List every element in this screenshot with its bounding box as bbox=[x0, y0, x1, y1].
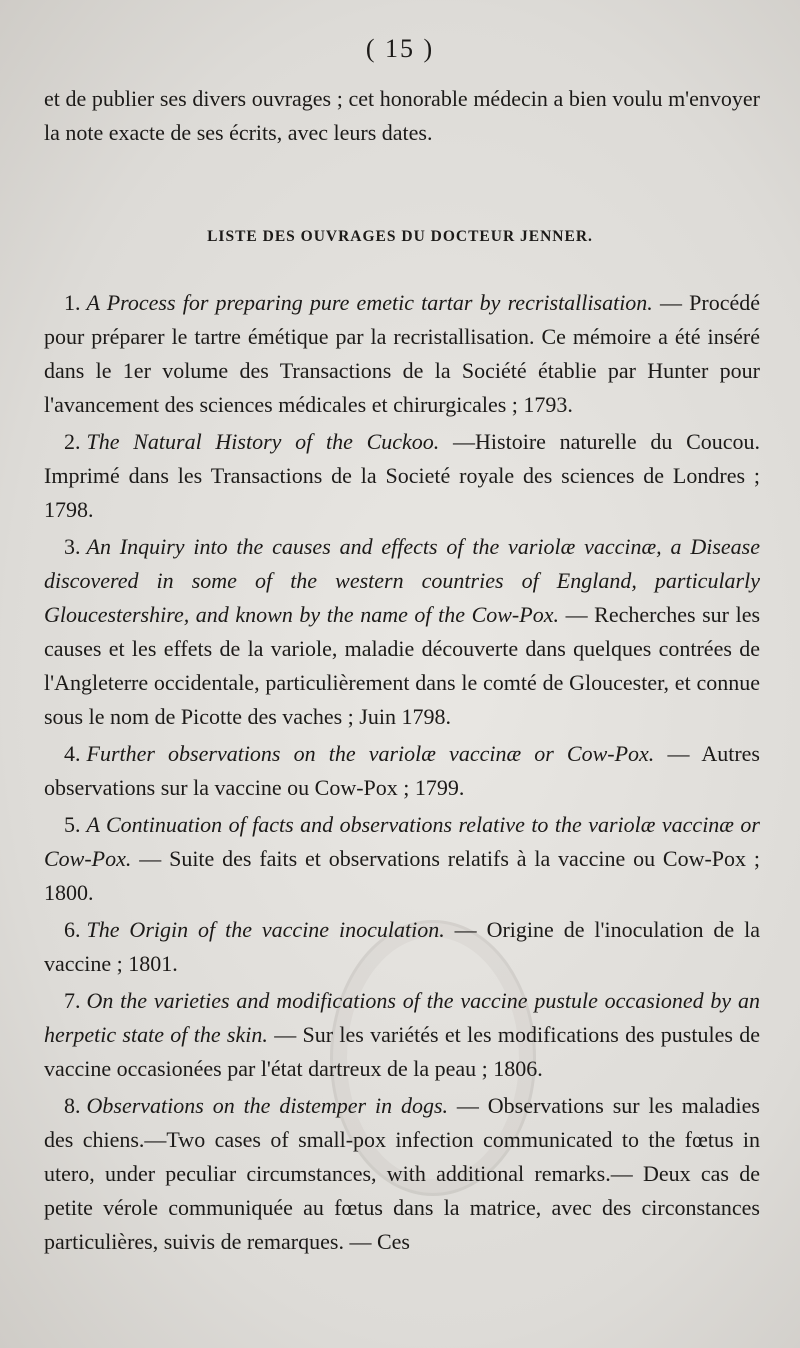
work-entry bbox=[44, 984, 760, 1086]
section-heading: LISTE DES OUVRAGES DU DOCTEUR JENNER. bbox=[207, 228, 593, 245]
entry-number: 6. bbox=[64, 917, 81, 942]
page-number: ( 15 ) bbox=[365, 34, 435, 63]
entry-number: 5. bbox=[64, 812, 81, 837]
english-title: The Origin of the vaccine inoculation. bbox=[86, 917, 445, 942]
french-description: — Procédé pour préparer le tartre émétique par la recristallisation. Ce mémoire a été inséré dans le 1er volume des Transactions de la Société établie par Hunter pour l'avancement des sciences médicales et chirurgicales ; 1793. bbox=[44, 290, 761, 417]
work-entry bbox=[44, 808, 760, 910]
french-description: — Origine de l'inoculation de la vaccine ; 1801. bbox=[44, 917, 760, 976]
french-description: — Observations sur les maladies des chiens.—Two cases of small-pox infection communicated to the fœtus in utero, under peculiar circumstances, with additional remarks.— Deux cas de petite vérole communiquée au fœtus dans la matrice, avec des circonstances particulières, suivis de remarques. — Ces bbox=[44, 1093, 760, 1254]
english-title: The Natural History of the Cuckoo. bbox=[86, 429, 440, 454]
english-title: Further observations on the variolæ vaccinæ or Cow-Pox. bbox=[86, 741, 655, 766]
intro-text: et de publier ses divers ouvrages ; cet honorable médecin a bien voulu m'envoyer la note exacte de ses écrits, avec leurs dates. bbox=[44, 86, 760, 145]
english-title: A Process for preparing pure emetic tartar by recristallisation. bbox=[86, 290, 653, 315]
work-entry bbox=[44, 1089, 760, 1259]
work-entry bbox=[44, 425, 760, 527]
work-entry bbox=[44, 913, 760, 981]
entry-number: 8. bbox=[64, 1093, 81, 1118]
entry-number: 2. bbox=[64, 429, 81, 454]
intro-paragraph bbox=[44, 82, 760, 150]
french-description: — Autres observations sur la vaccine ou Cow-Pox ; 1799. bbox=[44, 741, 760, 800]
english-title: Observations on the distemper in dogs. bbox=[86, 1093, 449, 1118]
french-description: — Sur les variétés et les modifications des pustules de vaccine occasionées par l'état dartreux de la peau ; 1806. bbox=[44, 1022, 761, 1081]
french-description: —Histoire naturelle du Coucou. Imprimé dans les Transactions de la Societé royale des sciences de Londres ; 1798. bbox=[44, 429, 761, 522]
entry-number: 1. bbox=[64, 290, 81, 315]
entry-number: 7. bbox=[64, 988, 81, 1013]
french-description: — Suite des faits et observations relatifs à la vaccine ou Cow-Pox ; 1800. bbox=[44, 846, 760, 905]
entry-number: 4. bbox=[64, 741, 81, 766]
english-title: A Continuation of facts and observations relative to the variolæ vaccinæ or Cow-Pox. bbox=[44, 812, 760, 871]
english-title: On the varieties and modifications of the vaccine pustule occasioned by an herpetic state of the skin. bbox=[44, 988, 760, 1047]
english-title: An Inquiry into the causes and effects of the variolæ vaccinæ, a Disease discovered in some of the western countries of England, particularly Gloucestershire, and known by the name of the Cow-Pox. bbox=[44, 534, 760, 627]
entry-number: 3. bbox=[64, 534, 81, 559]
work-entry bbox=[44, 530, 760, 734]
works-list bbox=[44, 286, 760, 1262]
work-entry bbox=[44, 737, 760, 805]
french-description: — Recherches sur les causes et les effets de la variole, maladie découverte dans quelques contrées de l'Angleterre occidentale, particulièrement dans le comté de Gloucester, et connue sous le nom de Picotte des vaches ; Juin 1798. bbox=[44, 602, 761, 729]
work-entry bbox=[44, 286, 760, 422]
